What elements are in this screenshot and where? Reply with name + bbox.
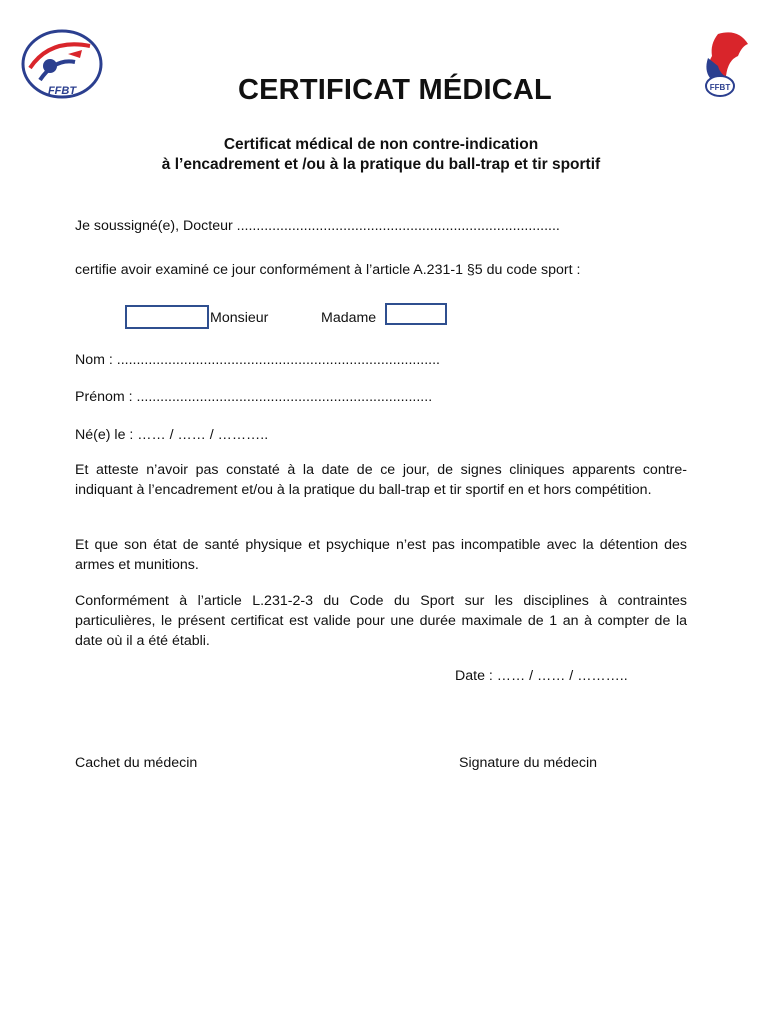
monsieur-label: Monsieur	[210, 310, 269, 326]
date-field[interactable]: Date : …… / …… / ………..	[455, 668, 628, 684]
health-paragraph: Et que son état de santé physique et psychique n’est pas incompatible avec la détention des armes et munitions.	[75, 537, 687, 573]
left-logo-text: FFBT	[47, 85, 77, 97]
nom-field[interactable]: Nom : ..................................................................................	[75, 352, 441, 368]
monsieur-checkbox[interactable]	[125, 305, 209, 329]
birthdate-field[interactable]: Né(e) le : …… / …… / ………..	[75, 427, 269, 443]
subtitle-line-2: à l’encadrement et /ou à la pratique du ball-trap et tir sportif	[161, 156, 601, 173]
subtitle-line-1: Certificat médical de non contre-indication	[223, 136, 539, 153]
doctor-signature-label: Signature du médecin	[459, 755, 598, 771]
prenom-field[interactable]: Prénom : ...........................................................................	[75, 389, 433, 405]
doctor-name-line[interactable]: Je soussigné(e), Docteur ..................................................................................	[75, 218, 560, 234]
page-title: CERTIFICAT MÉDICAL	[238, 74, 552, 106]
doctor-stamp-label: Cachet du médecin	[75, 755, 198, 771]
certify-statement: certifie avoir examiné ce jour conformément à l’article A.231-1 §5 du code sport :	[75, 262, 581, 278]
right-logo-text: FFBT	[709, 83, 731, 92]
validity-paragraph: Conformément à l’article L.231-2-3 du Code du Sport sur les disciplines à contraintes particulières, le présent certificat est valide pour une durée maximale de 1 an à compter de la date où il a été établi.	[75, 593, 687, 649]
madame-checkbox[interactable]	[385, 303, 447, 325]
attestation-paragraph: Et atteste n’avoir pas constaté à la date de ce jour, de signes cliniques apparents contre-indiquant à l’encadrement et/ou à la pratique du ball-trap et tir sportif en et hors compétition.	[75, 462, 687, 498]
madame-label: Madame	[321, 310, 377, 326]
